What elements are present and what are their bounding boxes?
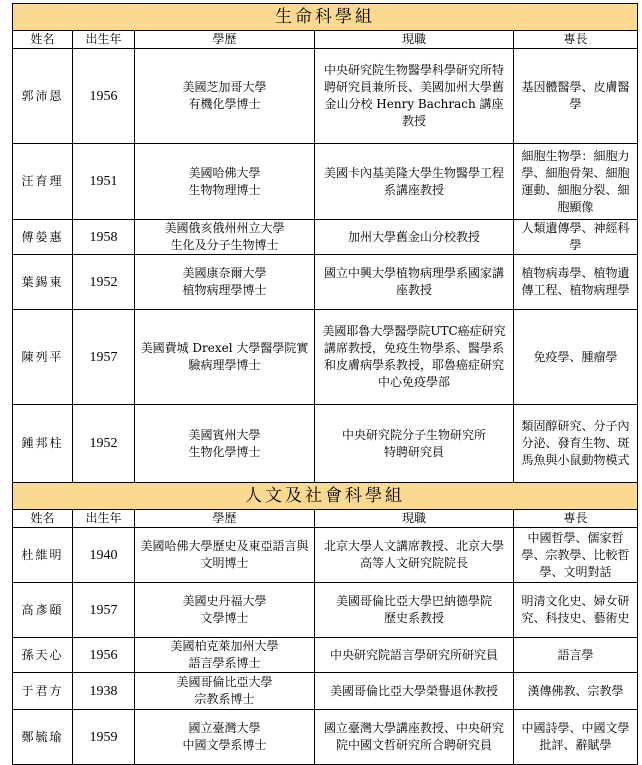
name-cell: 鍾邦柱: [13, 405, 73, 483]
column-header: 現職: [315, 31, 514, 49]
education-cell: 美國哈佛大學 生物物理博士: [135, 144, 315, 220]
education-cell: 美國賓州大學 生物化學博士: [135, 405, 315, 483]
section-title: 生命科學組: [13, 4, 638, 31]
academician-table: [12, 3, 638, 765]
section-title-row: [13, 483, 638, 510]
position-cell: 加州大學舊金山分校教授: [315, 220, 514, 255]
name-cell: 于君方: [13, 673, 73, 710]
name-cell: 杜維明: [13, 528, 73, 583]
name-cell: 傅嫈惠: [13, 220, 73, 255]
year-cell: 1958: [73, 220, 135, 255]
education-cell: 國立臺灣大學 中國文學系博士: [135, 710, 315, 765]
column-header: 學歷: [135, 31, 315, 49]
section-title: 人文及社會科學組: [13, 483, 638, 510]
academician-table-container: [12, 3, 637, 765]
specialty-cell: 語言學: [514, 638, 638, 673]
year-cell: 1952: [73, 255, 135, 310]
specialty-cell: 人類遺傳學、神經科學: [514, 220, 638, 255]
header-row: [13, 510, 638, 528]
header-row: [13, 31, 638, 49]
table-row: [13, 405, 638, 483]
year-cell: 1959: [73, 710, 135, 765]
name-cell: 鄭毓瑜: [13, 710, 73, 765]
position-cell: 國立臺灣大學講座教授、中央研究院中國文哲研究所合聘研究員: [315, 710, 514, 765]
year-cell: 1940: [73, 528, 135, 583]
column-header: 學歷: [135, 510, 315, 528]
position-cell: 中央研究院生物醫學科學研究所特聘研究員兼所長、美國加州大學舊金山分校 Henry Bachrach 講座教授: [315, 49, 514, 144]
year-cell: 1957: [73, 583, 135, 638]
position-cell: 中央研究院分子生物研究所 特聘研究員: [315, 405, 514, 483]
column-header: 出生年: [73, 510, 135, 528]
education-cell: 美國史丹福大學 文學博士: [135, 583, 315, 638]
year-cell: 1956: [73, 49, 135, 144]
education-cell: 美國哈佛大學歷史及東亞語言與文明博士: [135, 528, 315, 583]
position-cell: 北京大學人文講席教授、北京大學高等人文研究院院長: [315, 528, 514, 583]
year-cell: 1952: [73, 405, 135, 483]
table-row: [13, 220, 638, 255]
education-cell: 美國芝加哥大學 有機化學博士: [135, 49, 315, 144]
specialty-cell: 漢傳佛教、宗教學: [514, 673, 638, 710]
specialty-cell: 中國哲學、儒家哲學、宗教學、比較哲學、文明對話: [514, 528, 638, 583]
name-cell: 孫天心: [13, 638, 73, 673]
education-cell: 美國康奈爾大學 植物病理學博士: [135, 255, 315, 310]
table-row: [13, 144, 638, 220]
name-cell: 陳列平: [13, 310, 73, 405]
position-cell: 美國哥倫比亞大學榮譽退休教授: [315, 673, 514, 710]
table-row: [13, 710, 638, 765]
specialty-cell: 類固醇研究、分子內分泌、發育生物、斑馬魚與小鼠動物模式: [514, 405, 638, 483]
table-row: [13, 255, 638, 310]
position-cell: 中央研究院語言學研究所研究員: [315, 638, 514, 673]
table-row: [13, 528, 638, 583]
specialty-cell: 植物病毒學、植物遺傳工程、植物病理學: [514, 255, 638, 310]
table-row: [13, 638, 638, 673]
specialty-cell: 基因體醫學、皮膚醫學: [514, 49, 638, 144]
table-row: [13, 583, 638, 638]
position-cell: 國立中興大學植物病理學系國家講座教授: [315, 255, 514, 310]
position-cell: 美國哥倫比亞大學巴納德學院 歷史系教授: [315, 583, 514, 638]
name-cell: 郭沛恩: [13, 49, 73, 144]
column-header: 姓名: [13, 31, 73, 49]
column-header: 專長: [514, 31, 638, 49]
year-cell: 1957: [73, 310, 135, 405]
column-header: 現職: [315, 510, 514, 528]
education-cell: 美國哥倫比亞大學 宗教系博士: [135, 673, 315, 710]
table-body: [13, 4, 638, 765]
year-cell: 1951: [73, 144, 135, 220]
name-cell: 葉錫東: [13, 255, 73, 310]
education-cell: 美國俄亥俄州州立大學 生化及分子生物博士: [135, 220, 315, 255]
education-cell: 美國費城 Drexel 大學醫學院實驗病理學博士: [135, 310, 315, 405]
year-cell: 1938: [73, 673, 135, 710]
position-cell: 美國卡內基美隆大學生物醫學工程系講座教授: [315, 144, 514, 220]
education-cell: 美國柏克萊加州大學 語言學系博士: [135, 638, 315, 673]
table-row: [13, 673, 638, 710]
table-row: [13, 310, 638, 405]
position-cell: 美國耶魯大學醫學院UTC癌症研究講席教授，免疫生物學系、醫學系和皮膚病學系教授，耶魯癌症研究中心免疫學部: [315, 310, 514, 405]
specialty-cell: 明清文化史、婦女研究、科技史、藝術史: [514, 583, 638, 638]
specialty-cell: 免疫學、腫瘤學: [514, 310, 638, 405]
year-cell: 1956: [73, 638, 135, 673]
column-header: 出生年: [73, 31, 135, 49]
section-title-row: [13, 4, 638, 31]
specialty-cell: 細胞生物學：細胞力學、細胞骨架、細胞運動、細胞分裂、細胞顯像: [514, 144, 638, 220]
table-row: [13, 49, 638, 144]
specialty-cell: 中國詩學、中國文學批評、辭賦學: [514, 710, 638, 765]
name-cell: 汪育理: [13, 144, 73, 220]
name-cell: 高彥頤: [13, 583, 73, 638]
column-header: 專長: [514, 510, 638, 528]
column-header: 姓名: [13, 510, 73, 528]
